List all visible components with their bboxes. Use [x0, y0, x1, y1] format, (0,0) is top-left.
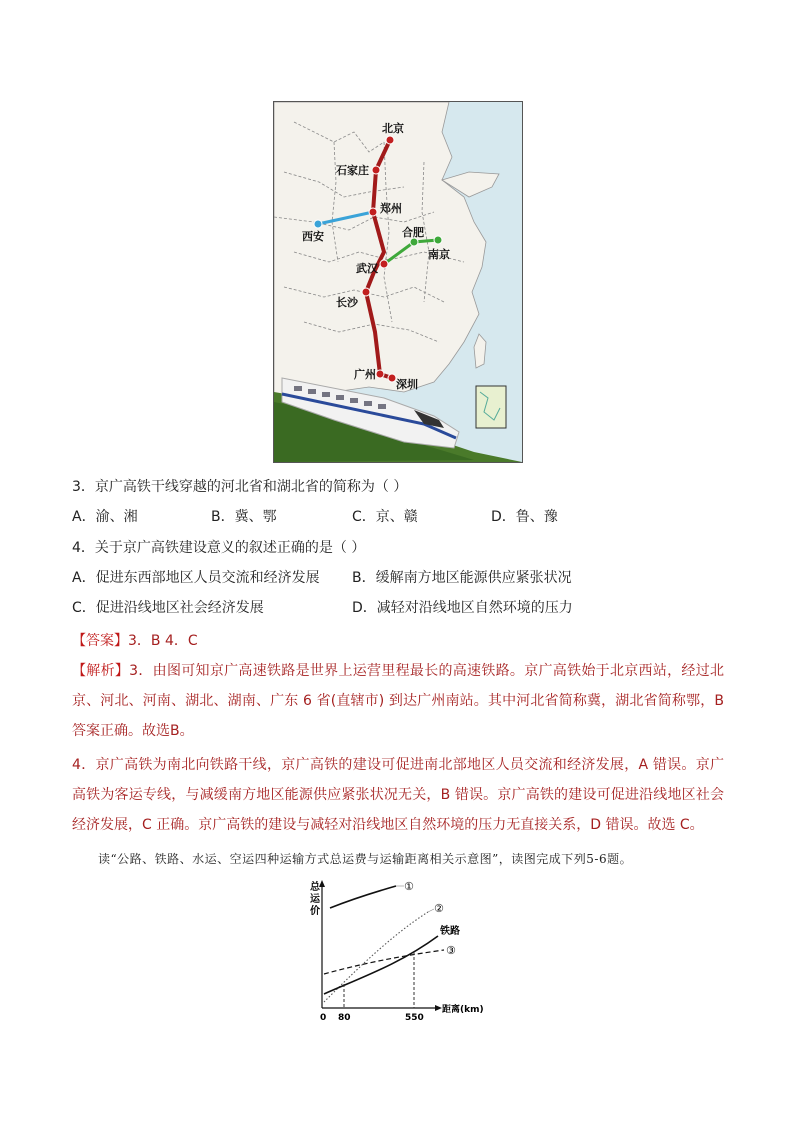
city-label: 郑州	[380, 202, 402, 215]
q4-option-a: A．促进东西部地区人员交流和经济发展	[72, 570, 320, 586]
question-3-stem: 3．京广高铁干线穿越的河北省和湖北省的简称为（ ）	[72, 479, 408, 495]
q3-option-a: A．渝、湘	[72, 509, 138, 525]
curve-1	[330, 886, 396, 908]
curve-2-label: ②	[434, 902, 444, 915]
railway-map	[273, 101, 523, 463]
answer-line	[72, 631, 198, 651]
answer-tag: 【答案】	[72, 633, 128, 649]
q4-option-b: B．缓解南方地区能源供应紧张状况	[352, 570, 572, 586]
railway-curve	[324, 936, 438, 994]
y-axis-label-char: 价	[310, 906, 320, 917]
q3-option-c: C．京、赣	[352, 509, 418, 525]
analysis-paragraph-1	[72, 656, 724, 746]
curve-3-label: ③	[446, 944, 456, 957]
tick-label-550: 550	[405, 1013, 424, 1023]
railway-map-svg	[274, 102, 522, 462]
city-label: 广州	[354, 368, 376, 381]
city-label: 北京	[382, 122, 404, 135]
x-axis-label: 距离(km)	[442, 1005, 484, 1015]
taiwan-island	[474, 334, 486, 368]
city-label: 南京	[428, 248, 450, 261]
curve-2	[324, 912, 428, 1002]
cost-distance-graph	[300, 876, 500, 1024]
graph-intro-text: 读“公路、铁路、水运、空运四种运输方式总运费与运输距离相关示意图”，读图完成下列5-6题。	[98, 852, 633, 866]
city-label: 深圳	[396, 378, 418, 391]
q3-option-d: D．鲁、豫	[491, 509, 558, 525]
y-axis-label-char: 总	[310, 882, 320, 893]
x-axis-arrow	[435, 1005, 442, 1011]
city-label: 长沙	[336, 296, 358, 309]
mainland-shape	[274, 102, 486, 402]
q4-option-c: C．促进沿线地区社会经济发展	[72, 600, 264, 616]
analysis-text-1: 3．由图可知京广高速铁路是世界上运营里程最长的高速铁路。京广高铁始于北京西站，经过北京、河北、河南、湖北、湖南、广东 6 省(直辖市) 到达广州南站。其中河北省简称冀，湖北省简称鄂，B 答案正确。故选B。	[72, 663, 725, 739]
city-label: 石家庄	[336, 164, 369, 177]
curve-1-label: ①	[404, 880, 414, 893]
tick-label-80: 80	[338, 1013, 351, 1023]
y-axis-label-char: 运	[310, 894, 320, 905]
city-label: 武汉	[356, 262, 378, 275]
curve-3	[324, 950, 444, 974]
city-label: 合肥	[402, 226, 424, 239]
origin-label: 0	[320, 1013, 327, 1023]
q3-option-b: B．冀、鄂	[211, 509, 277, 525]
cost-distance-graph-svg	[300, 876, 500, 1024]
question-4-stem: 4．关于京广高铁建设意义的叙述正确的是（ ）	[72, 540, 366, 556]
railway-curve-label: 铁路	[440, 926, 460, 937]
analysis-tag: 【解析】	[72, 663, 130, 679]
q4-option-d: D．减轻对沿线地区自然环境的压力	[352, 600, 573, 616]
analysis-paragraph-2: 4．京广高铁为南北向铁路干线，京广高铁的建设可促进南北部地区人员交流和经济发展，A 错误。京广高铁为客运专线，与减缓南方地区能源供应紧张状况无关，B 错误。京广高铁的建设可促进沿线地区社会经济发展，C 正确。京广高铁的建设与减轻对沿线地区自然环境的压力无直接关系，D 错误。故选 C。	[72, 757, 724, 833]
answer-text: 3．B 4．C	[128, 633, 198, 649]
city-label: 西安	[302, 230, 324, 243]
